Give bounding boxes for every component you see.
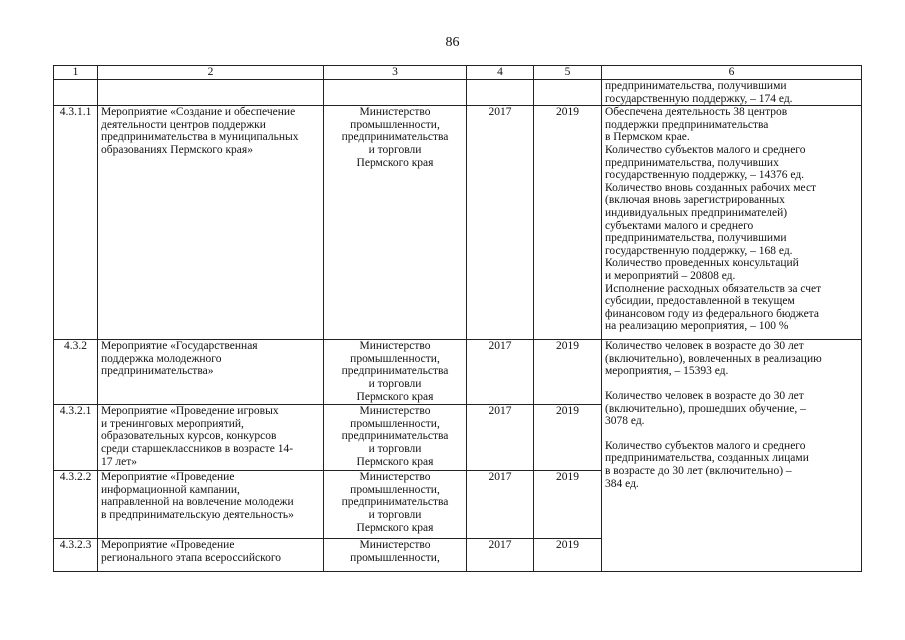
column-header-6: 6 [602, 66, 862, 80]
code-cell: 4.3.2.3 [54, 539, 98, 572]
result-cell-merged [602, 340, 862, 572]
event-cell: Мероприятие «Проведение информационной кампании, направленной на вовлечение молодежи в предпринимательскую деятельность» [98, 471, 324, 539]
table-row-continuation [54, 80, 862, 106]
executor-cell: Министерство промышленности, [324, 539, 467, 572]
end-year-cell: 2019 [534, 471, 602, 539]
event-cell: Мероприятие «Создание и обеспечение деятельности центров поддержки предпринимательства в муниципальных образованиях Пермского края» [98, 106, 324, 340]
code-cell: 4.3.2.2 [54, 471, 98, 539]
result-paragraph: Количество человек в возрасте до 30 лет (включительно), прошедших обучение, – 3078 ед. [605, 389, 806, 428]
start-year-cell: 2017 [467, 539, 534, 572]
executor-cell: Министерство промышленности, предпринимательства и торговли Пермского края [324, 106, 467, 340]
column-header-1: 1 [54, 66, 98, 80]
table-header-row [54, 66, 862, 80]
result-cell: предпринимательства, получившими государственную поддержку, – 174 ед. [602, 80, 862, 106]
table-row [54, 106, 862, 340]
executor-cell: Министерство промышленности, предпринимательства и торговли Пермского края [324, 471, 467, 539]
end-year-cell: 2019 [534, 405, 602, 471]
column-header-4: 4 [467, 66, 534, 80]
event-cell: Мероприятие «Проведение игровых и тренинговых мероприятий, образовательных курсов, конкурсов среди старшеклассников в возрасте 14- 17 лет» [98, 405, 324, 471]
end-year-cell: 2019 [534, 340, 602, 405]
code-cell: 4.3.2 [54, 340, 98, 405]
page-number: 86 [445, 35, 460, 50]
start-year-cell: 2017 [467, 471, 534, 539]
column-header-2: 2 [98, 66, 324, 80]
table-row [54, 340, 862, 405]
result-paragraph: Количество человек в возрасте до 30 лет (включительно), вовлеченных в реализацию мероприятия, – 15393 ед. [605, 340, 822, 378]
end-year-cell: 2019 [534, 106, 602, 340]
start-year-cell: 2017 [467, 405, 534, 471]
column-header-5: 5 [534, 66, 602, 80]
end-year-cell: 2019 [534, 539, 602, 572]
result-cell: Обеспечена деятельность 38 центров поддержки предпринимательства в Пермском крае. Количество субъектов малого и среднего предпринимательства, получивших государственную поддержку, – 14376 ед. Количество вновь созданных рабочих мест (включая вновь зарегистрированных индивидуальных предпринимателей) субъектами малого и среднего предпринимательства, получившими государственную поддержку, – 168 ед. Количество проведенных консультаций и мероприятий – 20808 ед. Исполнение расходных обязательств за счет субсидии, предоставленной в текущем финансовом году из федерального бюджета на реализацию мероприятия, – 100 % [602, 106, 862, 340]
start-year-cell: 2017 [467, 340, 534, 405]
code-cell: 4.3.1.1 [54, 106, 98, 340]
result-paragraph: Количество субъектов малого и среднего предпринимательства, созданных лицами в возрасте до 30 лет (включительно) – 384 ед. [605, 439, 809, 490]
measures-table [53, 65, 862, 572]
column-header-3: 3 [324, 66, 467, 80]
executor-cell: Министерство промышленности, предпринимательства и торговли Пермского края [324, 405, 467, 471]
start-year-cell: 2017 [467, 106, 534, 340]
code-cell: 4.3.2.1 [54, 405, 98, 471]
event-cell: Мероприятие «Проведение регионального этапа всероссийского [98, 539, 324, 572]
executor-cell: Министерство промышленности, предпринимательства и торговли Пермского края [324, 340, 467, 405]
event-cell: Мероприятие «Государственная поддержка молодежного предпринимательства» [98, 340, 324, 405]
